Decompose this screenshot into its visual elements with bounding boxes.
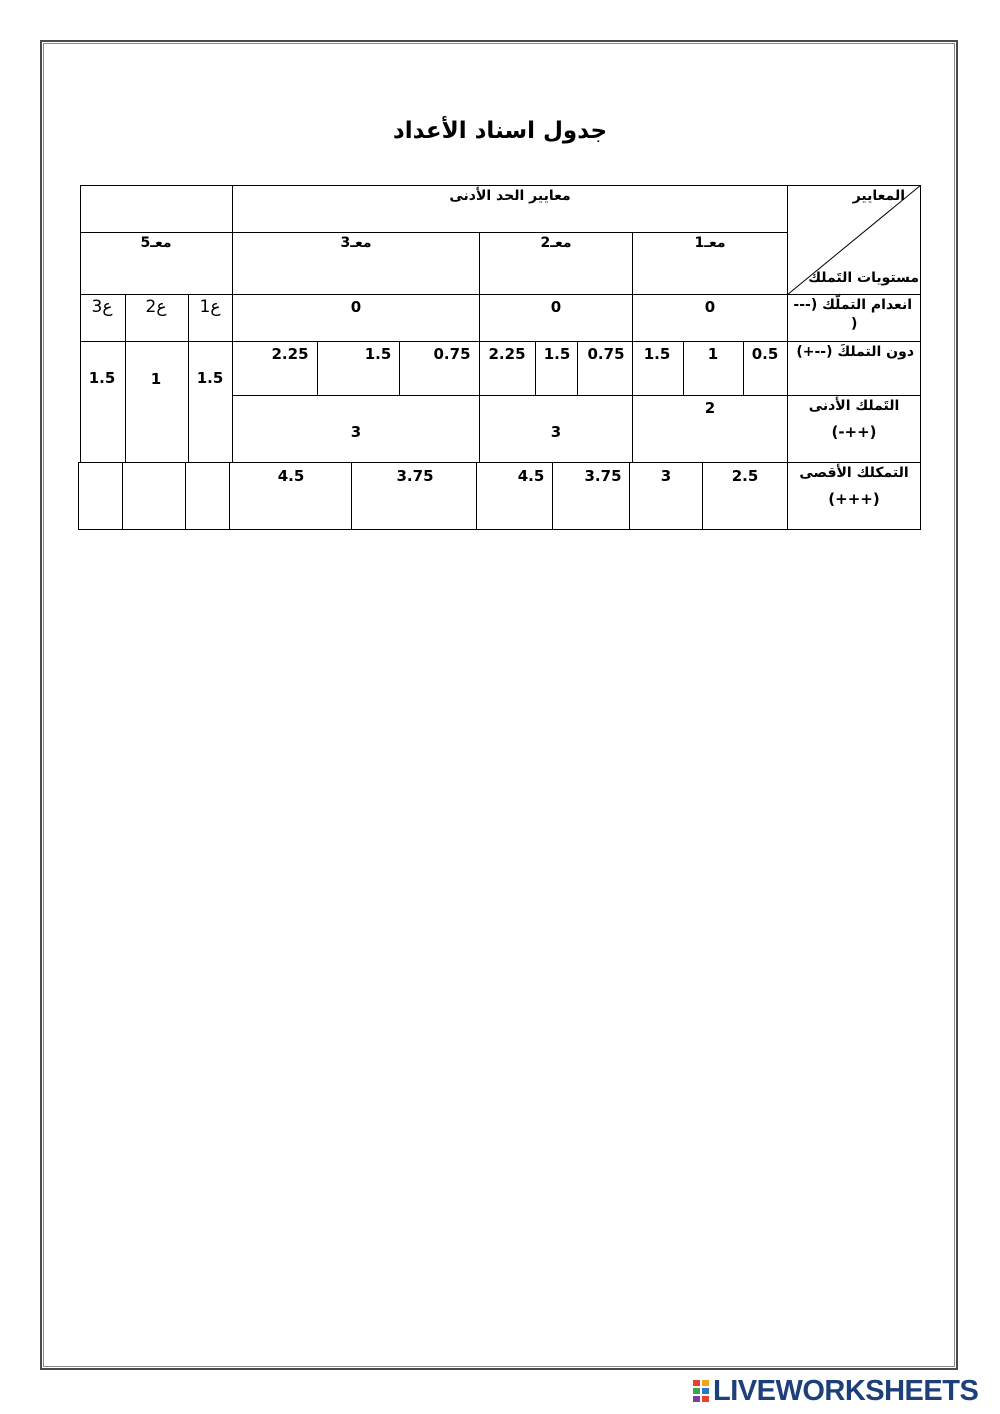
table-border-bottom (78, 529, 921, 530)
r4-score-cell: 3 (660, 467, 672, 485)
r2-score-cell: 1.5 (643, 345, 671, 363)
r1-criterion-1-score: 0 (704, 298, 716, 316)
r2-score-cell: 0.75 (433, 345, 471, 363)
table-line (125, 294, 126, 463)
row-label-none: انعدام التملّك (--- (793, 297, 912, 313)
r3-criterion-1-score: 2 (704, 399, 716, 417)
table-line (683, 341, 684, 396)
r2-indicator-2-score: 1 (150, 370, 162, 388)
row-label-minimum: التَملك الأدنى (808, 398, 900, 414)
r4-score-cell: 3.75 (584, 467, 622, 485)
r2-score-cell: 0.75 (587, 345, 625, 363)
table-line (632, 232, 633, 463)
logo-icon (692, 1379, 710, 1403)
table-line (535, 341, 536, 396)
table-line (479, 232, 480, 463)
criterion-1-header: معـ1 (694, 235, 726, 251)
r4-score-cell: 2.5 (731, 467, 759, 485)
r2-indicator-3-score: 1.5 (88, 369, 116, 387)
row-label-maximum-code: (+++) (828, 490, 880, 508)
table-line (476, 462, 477, 530)
r4-score-cell: 4.5 (517, 467, 545, 485)
r2-score-cell: 2.25 (488, 345, 526, 363)
criteria-header: المعايير (852, 188, 905, 204)
table-line (229, 462, 230, 530)
r2-score-cell: 1.5 (543, 345, 571, 363)
indicator-2-header: ع2 (145, 297, 167, 317)
r1-criterion-2-score: 0 (550, 298, 562, 316)
indicator-3-header: ع3 (91, 297, 113, 317)
r3-criterion-3-score: 3 (350, 423, 362, 441)
r4-score-cell: 3.75 (396, 467, 434, 485)
levels-header: مستويات التَملك (808, 270, 919, 286)
criterion-5-header: معـ5 (140, 235, 172, 251)
r2-score-cell: 0.5 (751, 345, 779, 363)
row-label-minimum-code: (-++) (831, 423, 877, 441)
table-line (702, 462, 703, 530)
table-line (399, 341, 400, 396)
table-line (80, 341, 921, 342)
table-line (185, 462, 186, 530)
criterion-2-header: معـ2 (540, 235, 572, 251)
table-line (629, 462, 630, 530)
table-border-left (78, 462, 79, 530)
row-label-maximum: التمكلك الأقصى (799, 465, 909, 481)
table-line (80, 232, 787, 233)
r4-score-cell: 4.5 (277, 467, 305, 485)
table-line (188, 294, 189, 463)
table-line (552, 462, 553, 530)
r2-score-cell: 1 (707, 345, 719, 363)
table-line (122, 462, 123, 530)
liveworksheets-logo (692, 1376, 978, 1406)
table-line (232, 185, 233, 463)
table-line (317, 341, 318, 396)
table-line (78, 462, 921, 463)
r3-criterion-2-score: 3 (550, 423, 562, 441)
table-line (351, 462, 352, 530)
min-criteria-header: معايير الحد الأدنى (449, 188, 571, 204)
indicator-1-header: ع1 (199, 297, 221, 317)
table-line (743, 341, 744, 396)
r2-indicator-1-score: 1.5 (196, 369, 224, 387)
r1-criterion-3-score: 0 (350, 298, 362, 316)
table-border-left (80, 185, 81, 463)
criterion-3-header: معـ3 (340, 235, 372, 251)
r2-score-cell: 1.5 (364, 345, 392, 363)
row-label-none-cont: ) (851, 316, 858, 332)
r2-score-cell: 2.25 (271, 345, 309, 363)
row-label-below: دون التملكَ (--+) (796, 344, 914, 360)
table-line (577, 341, 578, 396)
logo-text: LIVEWORKSHEETS (713, 1374, 979, 1407)
page-title: جدول اسناد الأعداد (392, 118, 608, 144)
